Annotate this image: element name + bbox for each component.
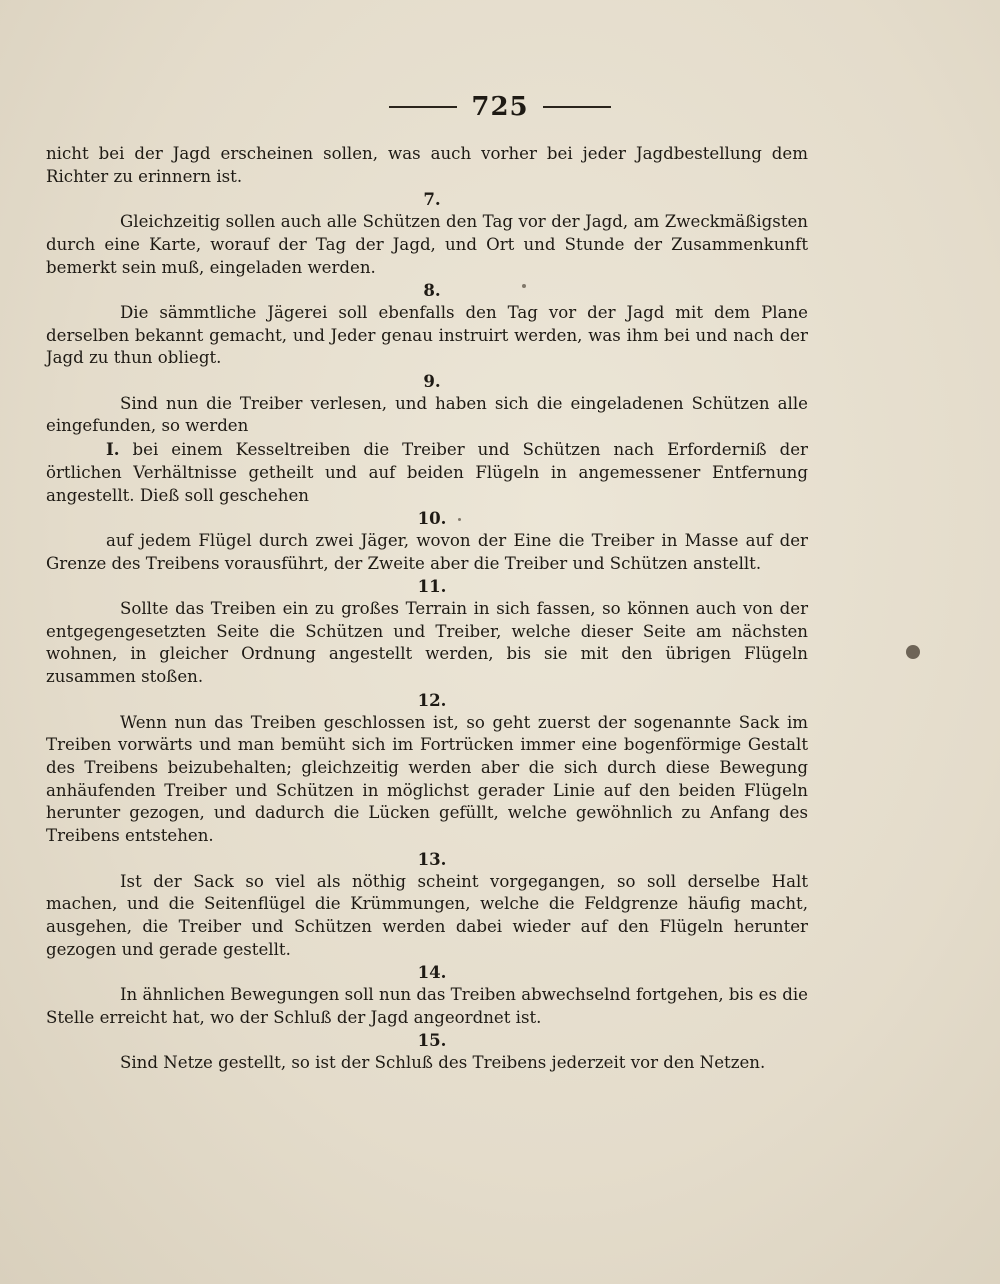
- section-number: 10.: [417, 508, 447, 529]
- page-number: 725: [471, 92, 529, 122]
- paragraph: Sollte das Treiben ein zu großes Terrain in sich fassen, so können auch von der entgegengesetzten Seite die Schützen und Treiber, welche dieser Seite am nächsten wohnen, in gleicher Ordnung angestellt werden, bis sie mit den übrigen Flügeln zusammen stoßen.: [46, 599, 808, 687]
- header-rule-right: [543, 106, 611, 108]
- body-text: [46, 143, 808, 1075]
- section-number: 7.: [423, 189, 441, 210]
- paragraph: Wenn nun das Treiben geschlossen ist, so geht zuerst der sogenannte Sack im Treiben vorwärts und man bemüht sich im Fortrücken immer eine bogenförmige Gestalt des Treibens beizubehalten; gleichzeitig werden aber die sich durch diese Bewegung anhäufenden Treiber und Schützen in möglichst gerader Linie auf den beiden Flügeln herunter gezogen, und dadurch die Lücken gefüllt, welche gewöhnlich zu Anfang des Treibens entstehen.: [46, 712, 808, 846]
- page-header: [0, 92, 1000, 122]
- section-number: 8.: [423, 280, 441, 301]
- paragraph-text: bei einem Kesseltreiben die Treiber und Schützen nach Erforderniß der örtlichen Verhältnisse getheilt und auf beiden Flügeln in angemessener Entfernung angestellt. Dieß soll geschehen: [46, 440, 808, 505]
- paragraph: Sind Netze gestellt, so ist der Schluß des Treibens jederzeit vor den Netzen.: [120, 1053, 766, 1073]
- paragraph-item-i: [46, 438, 808, 507]
- header-rule-left: [389, 106, 457, 108]
- section-number: 9.: [423, 371, 441, 392]
- paragraph: Sind nun die Treiber verlesen, und haben sich die eingeladenen Schützen alle eingefunden, so werden: [46, 393, 808, 436]
- paragraph: Die sämmtliche Jägerei soll ebenfalls den Tag vor der Jagd mit dem Plane derselben bekannt gemacht, und Jeder genau instruirt werden, was ihm bei und nach der Jagd zu thun obliegt.: [46, 302, 808, 368]
- paragraph: In ähnlichen Bewegungen soll nun das Treiben abwechselnd fortgehen, bis es die Stelle erreicht hat, wo der Schluß der Jagd angeordnet ist.: [46, 985, 808, 1027]
- ink-speck: [906, 645, 920, 659]
- paragraph: Gleichzeitig sollen auch alle Schützen den Tag vor der Jagd, am Zweckmäßigsten durch eine Karte, worauf der Tag der Jagd, und Ort und Stunde der Zusammenkunft bemerkt sein muß, eingeladen werden.: [46, 212, 808, 277]
- section-number: 11.: [417, 576, 447, 597]
- roman-numeral: I.: [106, 439, 120, 460]
- ink-speck: [522, 284, 526, 288]
- section-number: 13.: [417, 848, 447, 869]
- paragraph: Ist der Sack so viel als nöthig scheint vorgegangen, so soll derselbe Halt machen, und die Seitenflügel die Krümmungen, welche die Feldgrenze häufig macht, ausgehen, die Treiber und Schützen werden dabei wieder auf den Flügeln herunter gezogen und gerade gestellt.: [46, 871, 808, 959]
- paragraph: nicht bei der Jagd erscheinen sollen, was auch vorher bei jeder Jagdbestellung dem Richter zu erinnern ist.: [46, 144, 808, 186]
- section-number: 14.: [417, 962, 447, 983]
- section-number: 15.: [417, 1030, 447, 1051]
- section-number: 12.: [417, 689, 447, 710]
- paragraph: auf jedem Flügel durch zwei Jäger, wovon der Eine die Treiber in Masse auf der Grenze des Treibens vorausführt, der Zweite aber die Treiber und Schützen anstellt.: [46, 530, 808, 573]
- ink-speck: [458, 518, 461, 521]
